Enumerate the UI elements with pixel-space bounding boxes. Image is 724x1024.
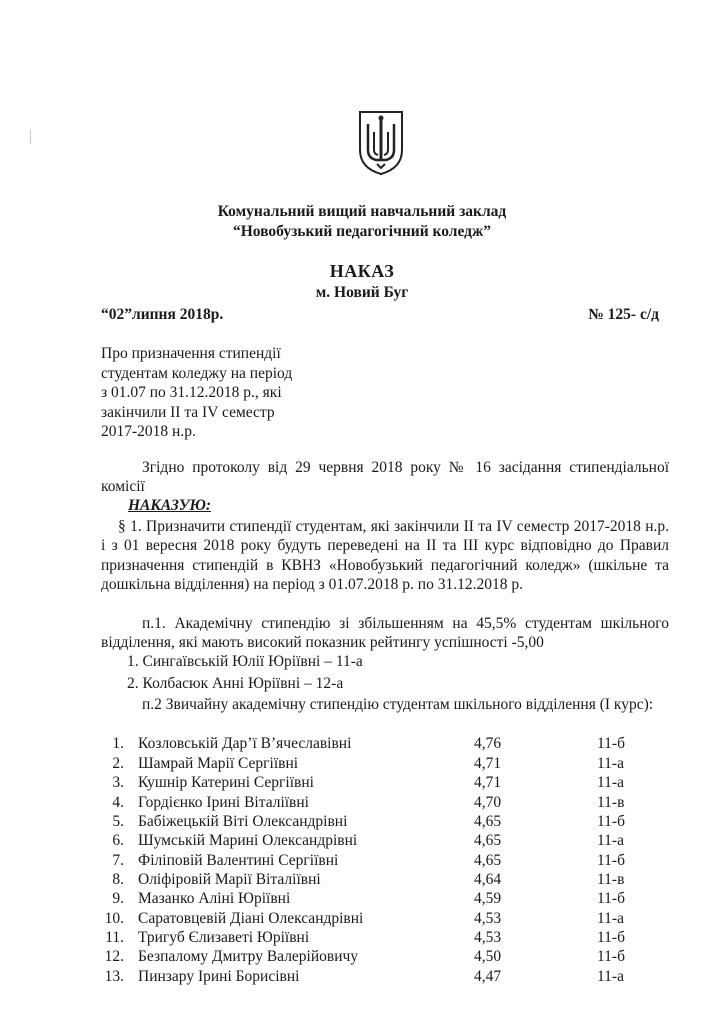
student-score: 4,76	[474, 735, 502, 752]
student-score: 4,65	[474, 852, 502, 869]
point-1-item: 2. Колбасюк Анні Юріївні – 12-а	[127, 675, 344, 692]
item-number: 12.	[104, 948, 124, 965]
section-1-paragraph: § 1. Призначити стипендії студентам, які закінчили ІІ та IV семестр 2017-2018 н.р. і з 01 вересня 2018 року будуть переведені на ІІ та ІІІ курс відповідно до Правил призначення стипендій в КВНЗ «Новобузький педагогічний коледж» (шкільне та дошкільна відділення) на період з 01.07.2018 р. по 31.12.2018 р.	[101, 518, 669, 593]
point-1-item: 1. Сингаївській Юлії Юріївні – 11-а	[127, 653, 363, 670]
item-number: 1.	[112, 735, 124, 752]
item-number: 2.	[112, 755, 124, 772]
student-group: 11-б	[597, 929, 625, 946]
item-number: 13.	[104, 968, 124, 985]
student-name: Мазанко Аліні Юріївні	[138, 890, 291, 907]
list-item	[0, 929, 724, 948]
order-city: м. Новий Буг	[315, 284, 409, 301]
student-name: Гордієнко Ірині Віталіївні	[138, 794, 309, 811]
item-number: 11.	[105, 929, 124, 946]
subject-line: закінчили ІІ та IV семестр	[101, 403, 275, 421]
student-group: 11-б	[597, 813, 625, 830]
student-group: 11-в	[597, 871, 625, 888]
student-name: Саратовцевій Діані Олександрівні	[138, 910, 364, 927]
item-number: 5.	[112, 813, 124, 830]
student-name: Тригуб Єлизаветі Юріївні	[138, 929, 310, 946]
institution-line1: Комунальний вищий навчальний заклад	[217, 203, 507, 220]
student-group: 11-б	[597, 735, 625, 752]
list-item	[0, 852, 724, 871]
item-number: 4.	[112, 794, 124, 811]
subject-line: з 01.07 по 31.12.2018 р., які	[101, 384, 282, 401]
student-group: 11-а	[597, 755, 624, 772]
list-item	[0, 813, 724, 832]
student-score: 4,64	[474, 871, 502, 888]
point-2-paragraph: п.2 Звичайну академічну стипендію студентам шкільного відділення (І курс):	[142, 696, 654, 713]
list-item	[0, 948, 724, 967]
student-group: 11-б	[597, 948, 625, 965]
subject-line: 2017-2018 н.р.	[101, 423, 196, 440]
student-score: 4,47	[474, 968, 502, 985]
student-name: Кушнір Катерині Сергіївні	[138, 774, 314, 791]
student-score: 4,71	[474, 774, 502, 791]
item-number: 10.	[104, 910, 124, 927]
item-number: 6.	[112, 832, 124, 849]
student-score: 4,65	[474, 832, 502, 849]
list-item	[0, 794, 724, 813]
student-group: 11-а	[597, 968, 624, 985]
list-item	[0, 735, 724, 754]
list-item	[0, 774, 724, 793]
student-group: 11-б	[597, 890, 625, 907]
item-number: 3.	[112, 774, 124, 791]
order-subject	[101, 344, 331, 442]
student-score: 4,59	[474, 890, 502, 907]
list-item	[0, 910, 724, 929]
student-name: Оліфіровій Марії Віталіївні	[138, 871, 321, 888]
subject-line: студентам коледжу на період	[101, 364, 293, 382]
student-score: 4,71	[474, 755, 502, 772]
student-name: Безпалому Дмитру Валерійовичу	[138, 948, 359, 965]
student-name: Філіповій Валентині Сергіївні	[138, 852, 339, 869]
student-group: 11-б	[597, 852, 625, 869]
order-date: “02”липня 2018р.	[101, 306, 224, 323]
student-score: 4,65	[474, 813, 502, 830]
student-score: 4,53	[474, 929, 502, 946]
item-number: 8.	[112, 871, 124, 888]
institution-line2: “Новобузький педагогічний коледж”	[232, 223, 491, 240]
student-group: 11-а	[597, 774, 624, 791]
coat-of-arms-icon	[358, 110, 404, 176]
student-name: Пинзару Ірині Борисівні	[138, 968, 300, 985]
nakazuyu-heading: НАКАЗУЮ:	[128, 497, 212, 514]
student-group: 11-в	[597, 794, 625, 811]
order-number: № 125- с/д	[588, 306, 659, 323]
student-score: 4,50	[474, 948, 502, 965]
student-name: Козловській Дар’ї В’ячеславівні	[138, 735, 352, 752]
student-name: Шамрай Марії Сергіївні	[138, 755, 299, 772]
list-item	[0, 755, 724, 774]
item-number: 9.	[112, 890, 124, 907]
student-name: Бабіжецькій Віті Олександрівні	[138, 813, 348, 830]
student-score: 4,53	[474, 910, 502, 927]
point-1-paragraph: п.1. Академічну стипендію зі збільшенням на 45,5% студентам шкільного відділення, які мають високий показник рейтингу успішності -5,00	[101, 615, 669, 652]
subject-line: Про призначення стипендії	[101, 345, 281, 362]
student-group: 11-а	[597, 910, 624, 927]
student-name: Шумській Марині Олександрівні	[138, 832, 358, 849]
list-item	[0, 968, 724, 987]
list-item	[0, 871, 724, 890]
item-number: 7.	[112, 852, 124, 869]
student-group: 11-а	[597, 832, 624, 849]
student-score: 4,70	[474, 794, 502, 811]
order-title: НАКАЗ	[329, 261, 395, 281]
margin-mark	[30, 130, 31, 144]
basis-paragraph: Згідно протоколу від 29 червня 2018 року № 16 засідання стипендіальної комісії	[101, 459, 669, 496]
list-item	[0, 890, 724, 909]
list-item	[0, 832, 724, 851]
